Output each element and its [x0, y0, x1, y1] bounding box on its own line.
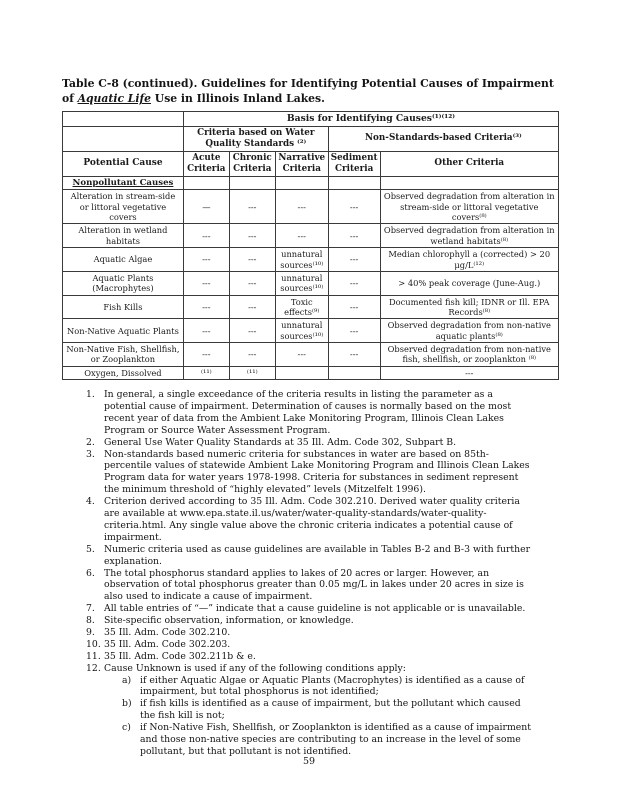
footnote: [62, 627, 536, 639]
footnote-number: 1.: [86, 389, 95, 401]
footnote: [62, 663, 536, 675]
header-acute: Acute Criteria: [183, 151, 229, 176]
footnote: [62, 496, 536, 544]
empty-cell: [229, 176, 275, 190]
footnote-text: Criterion derived according to 35 Ill. Adm. Code 302.210. Derived water quality criteria are available at www.epa.state.il.us/water/water-quality-standards/water-quality-criteria.html. Any single value above the chronic criteria indicates a potential cause of impairment.: [104, 496, 520, 543]
footnote: [62, 615, 536, 627]
chronic-cell: ---: [229, 224, 275, 248]
footnote-number: 2.: [86, 436, 95, 448]
footnotes-list: [62, 389, 536, 758]
header-narrative: Narrative Criteria: [275, 151, 328, 176]
footnote: [62, 389, 536, 437]
narrative-cell: ---: [275, 190, 328, 224]
header-row-groups: [63, 126, 559, 151]
header-potential-cause: Potential Cause: [63, 151, 184, 176]
other-cell: ---: [380, 366, 558, 379]
chronic-cell: ---: [229, 271, 275, 295]
footnote-text: Site-specific observation, information, or knowledge.: [104, 615, 354, 627]
narrative-cell: Toxic effects⁽⁹⁾: [275, 295, 328, 319]
other-cell: Observed degradation from alteration in wetland habitats⁽⁸⁾: [380, 224, 558, 248]
other-cell: Documented fish kill; IDNR or Ill. EPA Records⁽⁸⁾: [380, 295, 558, 319]
other-cell: Median chlorophyll a (corrected) > 20 μg/L⁽¹²⁾: [380, 248, 558, 272]
footnote: [62, 603, 536, 615]
footnote-number: 9.: [86, 626, 95, 638]
table-row: [63, 319, 559, 343]
footnote-text: General Use Water Quality Standards at 35 Ill. Adm. Code 302, Subpart B.: [104, 436, 457, 448]
criteria-table: [62, 111, 559, 380]
footnote-subletter: c): [122, 722, 131, 734]
footnote-subtext: if either Aquatic Algae or Aquatic Plants (Macrophytes) is identified as a cause of impairment, but total phosphorus is not identified;: [140, 674, 525, 698]
footnote: [62, 639, 536, 651]
footnote-text: Numeric criteria used as cause guidelines are available in Tables B-2 and B-3 with further explanation.: [104, 543, 531, 567]
table-row: [63, 295, 559, 319]
narrative-cell: ---: [275, 343, 328, 367]
footnote-text: Cause Unknown is used if any of the following conditions apply:: [104, 662, 406, 674]
footnote-subitem: [62, 698, 536, 722]
footnote-number: 10.: [86, 638, 101, 650]
cause-cell: Fish Kills: [63, 295, 184, 319]
table-row: [63, 271, 559, 295]
footnote-number: 3.: [86, 448, 95, 460]
page-number: 59: [302, 756, 316, 767]
acute-cell: ---: [183, 319, 229, 343]
footnote: [62, 651, 536, 663]
chronic-cell: ---: [229, 190, 275, 224]
footnote-subtext: if Non-Native Fish, Shellfish, or Zooplankton is identified as a cause of impairment and those non-native species are contributing to an increase in the level of some pollutant, but that pollutant is not identified.: [140, 722, 532, 757]
section-label: Nonpollutant Causes: [63, 176, 184, 190]
acute-cell: ---: [183, 343, 229, 367]
table-title: [62, 76, 559, 106]
cause-cell: Aquatic Plants (Macrophytes): [63, 271, 184, 295]
table-row: [63, 190, 559, 224]
content-area: [62, 76, 559, 758]
footnote-text: All table entries of “—” indicate that a cause guideline is not applicable or is unavailable.: [104, 603, 526, 615]
footnote-subletter: b): [122, 698, 132, 710]
cause-cell: Oxygen, Dissolved: [63, 366, 184, 379]
header-chronic: Chronic Criteria: [229, 151, 275, 176]
cause-cell: Alteration in wetland habitats: [63, 224, 184, 248]
table-row: [63, 366, 559, 379]
chronic-cell: ---: [229, 319, 275, 343]
acute-cell: ---: [183, 248, 229, 272]
sediment-cell: ---: [328, 319, 380, 343]
narrative-cell: unnatural sources⁽¹⁰⁾: [275, 271, 328, 295]
chronic-cell: ---: [229, 343, 275, 367]
other-cell: > 40% peak coverage (June-Aug.): [380, 271, 558, 295]
footnote-number: 5.: [86, 543, 95, 555]
chronic-cell: ---: [229, 295, 275, 319]
chronic-cell: ---: [229, 248, 275, 272]
narrative-cell: [275, 366, 328, 379]
acute-cell: ---: [183, 295, 229, 319]
empty-cell: [63, 112, 184, 127]
header-wq-group: Criteria based on Water Quality Standards ⁽²⁾: [183, 126, 328, 151]
title-text: Table C-8 (continued). Guidelines for Identifying Potential Causes of Impairment of: [62, 77, 554, 106]
table-row: [63, 248, 559, 272]
sediment-cell: ---: [328, 190, 380, 224]
header-basis: Basis for Identifying Causes⁽¹⁾⁽¹²⁾: [183, 112, 558, 127]
header-row-basis: [63, 112, 559, 127]
table-row: [63, 343, 559, 367]
cause-cell: Aquatic Algae: [63, 248, 184, 272]
other-cell: Observed degradation from non-native fish, shellfish, or zooplankton ⁽⁸⁾: [380, 343, 558, 367]
sediment-cell: ---: [328, 271, 380, 295]
footnote: [62, 568, 536, 604]
footnote-text: 35 Ill. Adm. Code 302.211b & e.: [104, 650, 256, 662]
acute-cell: ---: [183, 224, 229, 248]
footnote: [62, 449, 536, 497]
title-suffix: Use in Illinois Inland Lakes.: [151, 92, 325, 106]
other-cell: Observed degradation from alteration in stream-side or littoral vegetative covers⁽⁸⁾: [380, 190, 558, 224]
footnote-text: The total phosphorus standard applies to lakes of 20 acres or larger. However, an observation of total phosphorus greater than 0.05 mg/L in lakes under 20 acres in size is also used to indicate a cause of impairment.: [104, 567, 524, 603]
header-other: Other Criteria: [380, 151, 558, 176]
footnote-text: In general, a single exceedance of the criteria results in listing the parameter as a potential cause of impairment. Determination of causes is normally based on the most recent year of data from the Ambient Lake Monitoring Program, Illinois Clean Lakes Program or Source Water Assessment Program.: [104, 389, 512, 436]
footnote: [62, 544, 536, 568]
cause-cell: Non-Native Aquatic Plants: [63, 319, 184, 343]
footnote-subletter: a): [122, 674, 132, 686]
empty-cell: [183, 176, 229, 190]
footnote-number: 4.: [86, 496, 95, 508]
cause-cell: Alteration in stream-side or littoral vegetative covers: [63, 190, 184, 224]
footnote-text: 35 Ill. Adm. Code 302.203.: [104, 638, 231, 650]
table-row: [63, 224, 559, 248]
footnote-text: Non-standards based numeric criteria for substances in water are based on 85th-percentile values of statewide Ambient Lake Monitoring Program and Illinois Clean Lakes Program data for water years 1978-1998. Criteria for substances in sediment represent the minimum threshold of “highly elevated” levels (Mitzelfelt 1996).: [104, 448, 530, 496]
sediment-cell: ---: [328, 295, 380, 319]
empty-cell: [275, 176, 328, 190]
footnote-number: 12.: [86, 662, 101, 674]
empty-cell: [328, 176, 380, 190]
footnote-number: 6.: [86, 567, 95, 579]
footnote-number: 11.: [86, 650, 101, 662]
acute-cell: ⁽¹¹⁾: [183, 366, 229, 379]
footnote: [62, 437, 536, 449]
empty-cell: [63, 126, 184, 151]
acute-cell: —: [183, 190, 229, 224]
footnote-text: 35 Ill. Adm. Code 302.210.: [104, 626, 231, 638]
title-emphasis: Aquatic Life: [77, 92, 152, 106]
section-row: [63, 176, 559, 190]
acute-cell: ---: [183, 271, 229, 295]
cause-cell: Non-Native Fish, Shellfish, or Zooplankton: [63, 343, 184, 367]
sediment-cell: ---: [328, 248, 380, 272]
header-row-columns: [63, 151, 559, 176]
footnote-subitem: [62, 722, 536, 758]
empty-cell: [380, 176, 558, 190]
footnote-subitem: [62, 675, 536, 699]
sediment-cell: ---: [328, 343, 380, 367]
narrative-cell: ---: [275, 224, 328, 248]
footnote-number: 8.: [86, 615, 95, 627]
header-sediment: Sediment Criteria: [328, 151, 380, 176]
sediment-cell: [328, 366, 380, 379]
chronic-cell: ⁽¹¹⁾: [229, 366, 275, 379]
other-cell: Observed degradation from non-native aquatic plants⁽⁸⁾: [380, 319, 558, 343]
sediment-cell: ---: [328, 224, 380, 248]
footnote-subtext: if fish kills is identified as a cause of impairment, but the pollutant which caused the fish kill is not;: [140, 698, 521, 722]
narrative-cell: unnatural sources⁽¹⁰⁾: [275, 319, 328, 343]
footnote-number: 7.: [86, 603, 95, 615]
header-nonstd-group: Non-Standards-based Criteria⁽³⁾: [328, 126, 558, 151]
narrative-cell: unnatural sources⁽¹⁰⁾: [275, 248, 328, 272]
